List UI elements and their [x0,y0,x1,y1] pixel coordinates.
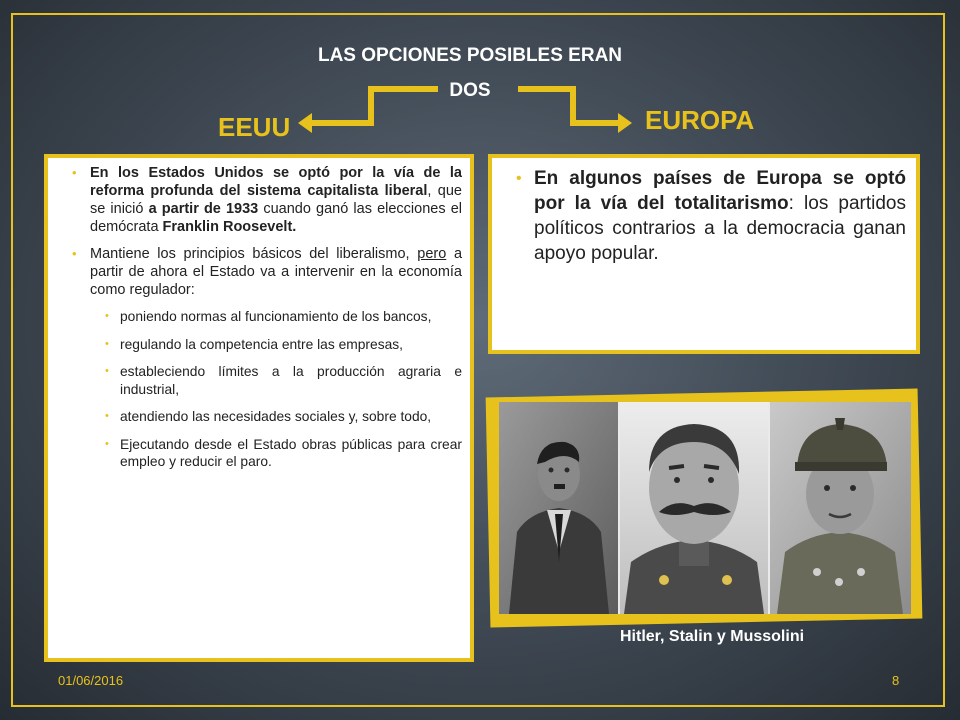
portrait-hitler [499,402,619,614]
arrow-left-head [298,113,312,133]
label-eeuu: EEUU [218,112,291,142]
label-europa: EUROPA [645,105,755,135]
arrow-left [308,89,438,123]
portrait-mussolini [769,402,911,614]
eeuu-subitem: • poniendo normas al funcionamiento de los bancos, [60,308,462,326]
slide-title-line1: LAS OPCIONES POSIBLES ERAN [317,45,623,66]
europa-bullet-1: • En algunos países de Europa se optó por la vía del totalitarismo: los partidos políticos contrarios a la democracia ganan apoyo popular. [504,166,906,266]
slide-number: 8 [892,673,900,688]
eeuu-subitem: • estableciendo límites a la producción agraria e industrial, [60,363,462,398]
europa-text-box [488,154,920,354]
eeuu-text-box [44,154,474,662]
eeuu-bullet-2: • Mantiene los principios básicos del liberalismo, pero a partir de ahora el Estado va a intervenir en la economía como regulador: [60,245,462,299]
photo-caption: Hitler, Stalin y Mussolini [620,628,805,645]
eeuu-subitem: • atendiendo las necesidades sociales y, sobre todo, [60,408,462,426]
slide-date: 01/06/2016 [58,673,124,688]
arrow-right [518,89,622,123]
arrow-right-head [618,113,632,133]
eeuu-subitem: • Ejecutando desde el Estado obras públicas para crear empleo y reducir el paro. [60,436,462,471]
portrait-stalin [619,402,769,614]
eeuu-bullet-1: • En los Estados Unidos se optó por la vía de la reforma profunda del sistema capitalista liberal, que se inició a partir de 1933 cuando ganó las elecciones el demócrata Franklin Roosevelt. [60,164,462,236]
eeuu-subitem: • regulando la competencia entre las empresas, [60,336,462,354]
dictators-photo [499,402,911,614]
slide-title-line2: DOS [449,80,491,101]
